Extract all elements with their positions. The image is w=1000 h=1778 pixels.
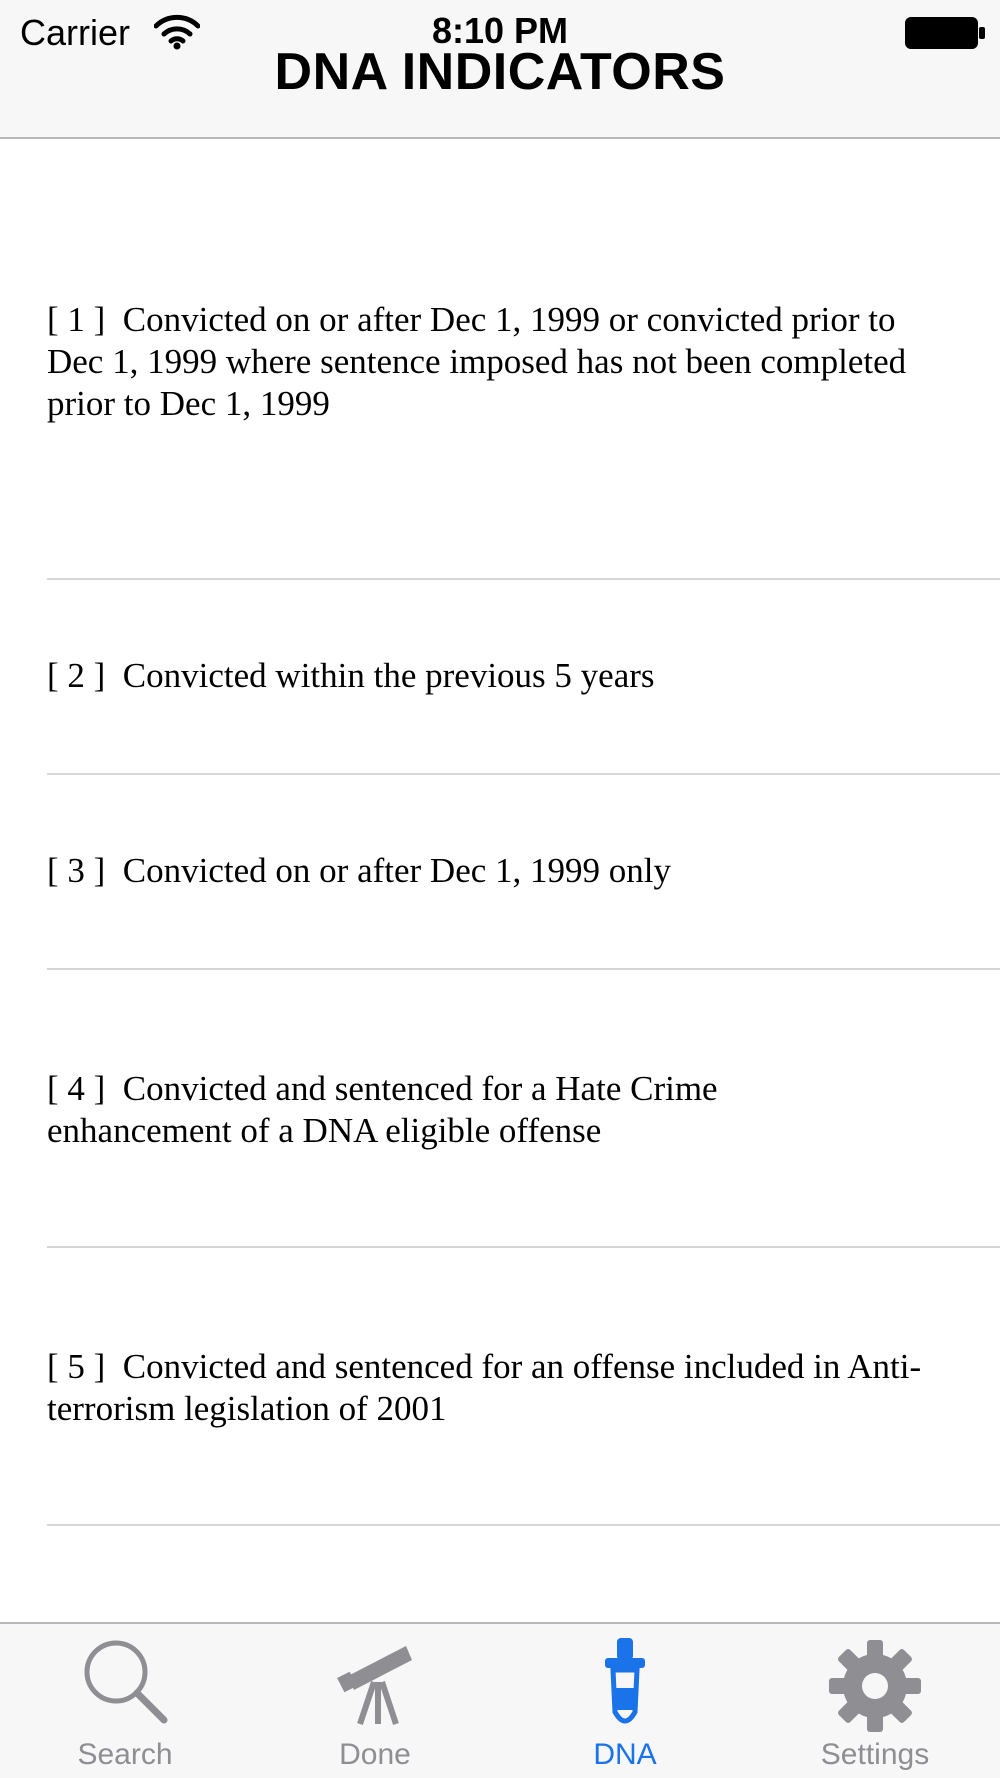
tab-search[interactable] [0, 1624, 250, 1778]
page-title: DNA INDICATORS [274, 43, 726, 101]
telescope-icon [330, 1636, 420, 1726]
list-item[interactable] [0, 775, 1000, 970]
dropper-icon [595, 1636, 655, 1732]
indicator-text: [ 1 ] Convicted on or after Dec 1, 1999 or convicted prior to Dec 1, 1999 where sentence imposed has not been completed prior to Dec 1, 1999 [47, 300, 915, 423]
list-item[interactable] [0, 139, 1000, 580]
list-item[interactable] [0, 970, 1000, 1248]
list-item[interactable] [0, 1248, 1000, 1526]
tab-dna[interactable] [500, 1624, 750, 1778]
navigation-bar [0, 0, 1000, 139]
indicator-text: [ 5 ] Convicted and sentenced for an offense included in Anti-terrorism legislation of 2001 [47, 1347, 922, 1428]
tab-bar [0, 1622, 1000, 1778]
gear-icon [825, 1636, 925, 1736]
indicator-text: [ 2 ] Convicted within the previous 5 years [47, 656, 655, 695]
tab-label: Settings [820, 1738, 930, 1771]
tab-label: DNA [593, 1738, 657, 1771]
tab-label: Done [339, 1738, 411, 1771]
list-item[interactable] [0, 580, 1000, 775]
search-icon [80, 1636, 170, 1726]
row-separator [47, 1524, 1000, 1526]
tab-settings[interactable] [750, 1624, 1000, 1778]
status-time: 8:10 PM [431, 10, 569, 51]
tab-label: Search [77, 1738, 173, 1771]
carrier-label: Carrier [20, 12, 131, 53]
indicator-text: [ 3 ] Convicted on or after Dec 1, 1999 only [47, 851, 672, 890]
tab-done[interactable] [250, 1624, 500, 1778]
indicator-text: [ 4 ] Convicted and sentenced for a Hate Crime enhancement of a DNA eligible offense [47, 1069, 727, 1150]
